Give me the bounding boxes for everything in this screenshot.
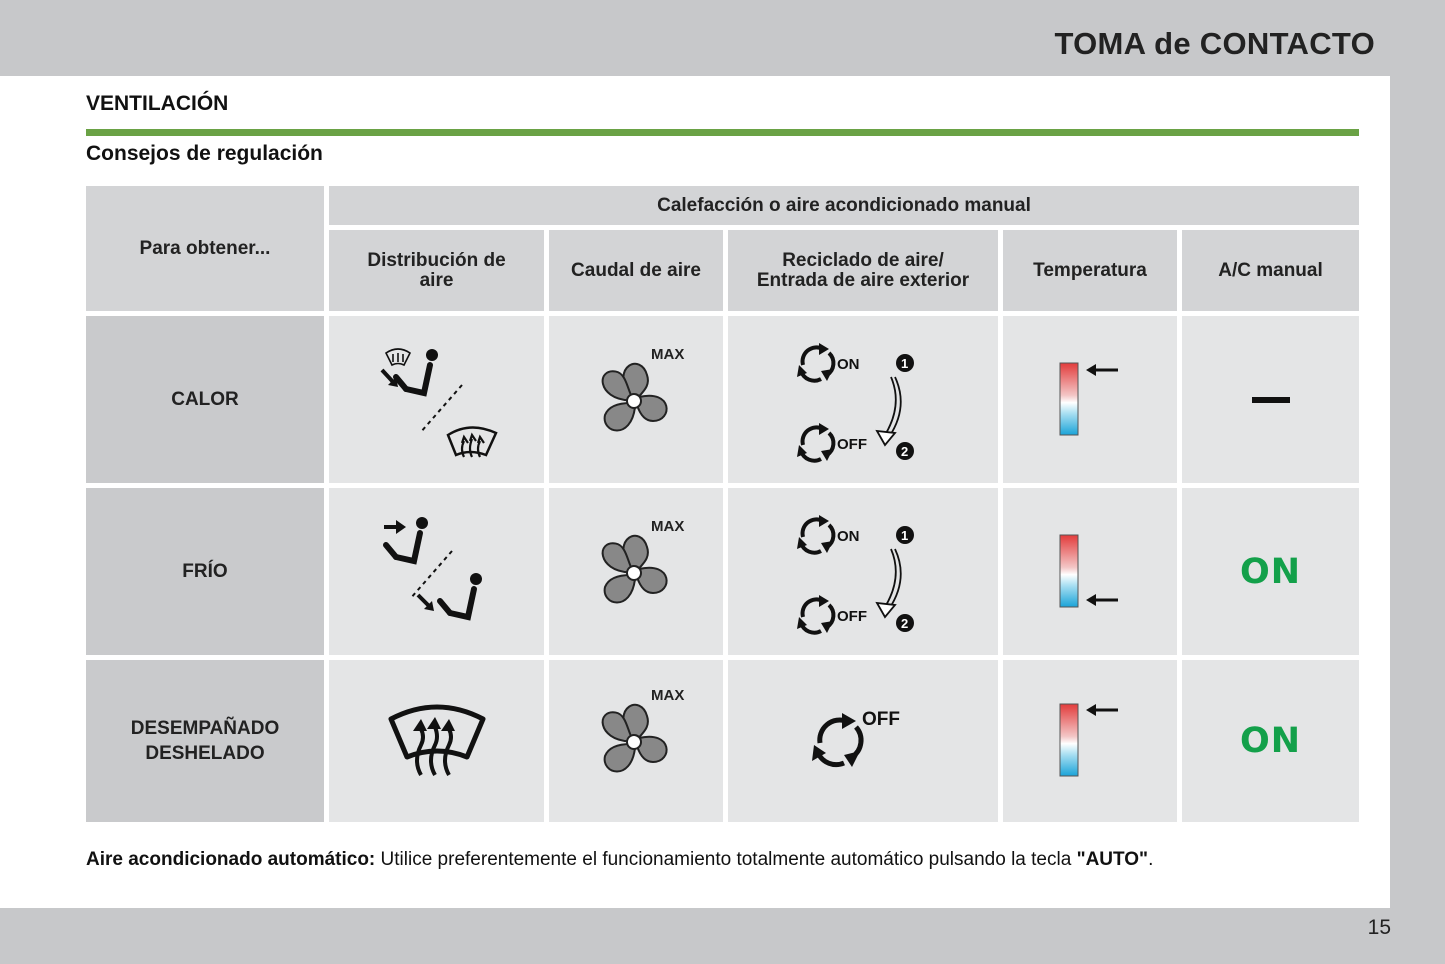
section-title: VENTILACIÓN: [86, 92, 229, 115]
column-header-recirculation: Reciclado de aire/ Entrada de aire exterior: [756, 249, 970, 291]
row-header-label: Para obtener...: [139, 237, 271, 259]
ac-cell: [1182, 660, 1359, 822]
airflow-cell: [549, 660, 723, 822]
recirculation-cell: [728, 316, 998, 483]
ac-cell: [1182, 488, 1359, 655]
fan-icon: [581, 517, 691, 627]
recirc-off-label: OFF: [862, 709, 900, 730]
temperature-cold-icon: [1050, 527, 1130, 617]
recirc-on-label: ON: [837, 355, 860, 373]
recirculation-cell: [728, 660, 998, 822]
recirculation-on-off-icon: [793, 335, 933, 465]
group-header-cell: [329, 186, 1359, 225]
recirc-off-label: OFF: [837, 607, 867, 625]
column-header-temperature: Temperatura: [1033, 259, 1147, 281]
column-header: [1182, 230, 1359, 311]
footer-note-key: "AUTO": [1076, 849, 1149, 870]
distribution-cell: [329, 488, 544, 655]
ac-not-applicable-dash: [1252, 397, 1290, 403]
row-label-cell: [86, 660, 324, 822]
footer-note-title: Aire acondicionado automático:: [86, 849, 376, 870]
step-1-label: 1: [901, 527, 909, 543]
recirc-on-label: ON: [837, 527, 860, 545]
footer-note: [86, 850, 1359, 870]
column-header: [549, 230, 723, 311]
step-1-label: 1: [901, 355, 909, 371]
face-feet-distribution-icon: [362, 507, 512, 637]
airflow-cell: [549, 316, 723, 483]
column-header: [1003, 230, 1177, 311]
column-header-distribution: Distribución de aire: [367, 249, 506, 291]
recirculation-on-off-icon: [793, 507, 933, 637]
subtitle: Consejos de regulación: [86, 142, 323, 165]
temperature-cell: [1003, 316, 1177, 483]
column-header-airflow: Caudal de aire: [571, 259, 701, 281]
step-2-label: 2: [901, 443, 909, 459]
temperature-hot-icon: [1050, 355, 1130, 445]
windscreen-demist-icon: [387, 701, 487, 781]
fan-icon: [581, 686, 691, 796]
distribution-cell: [329, 660, 544, 822]
temperature-cell: [1003, 488, 1177, 655]
recirc-off-label: OFF: [837, 435, 867, 453]
ac-on-label: ON: [1239, 721, 1302, 761]
ac-on-label: ON: [1239, 551, 1302, 592]
row-label-calor: CALOR: [171, 388, 239, 410]
row-label-deshelado: DESHELADO: [145, 743, 265, 764]
fan-max-label: MAX: [651, 517, 685, 535]
airflow-cell: [549, 488, 723, 655]
temperature-cell: [1003, 660, 1177, 822]
column-header: [329, 230, 544, 311]
fan-max-label: MAX: [651, 345, 685, 363]
row-label-cell: [86, 488, 324, 655]
feet-windscreen-distribution-icon: [362, 335, 512, 465]
row-header-cell: [86, 186, 324, 311]
fan-max-label: MAX: [651, 687, 685, 704]
ac-cell: [1182, 316, 1359, 483]
recirculation-cell: [728, 488, 998, 655]
chapter-title: TOMA de CONTACTO: [1054, 26, 1375, 61]
page-number: 15: [1367, 916, 1391, 939]
group-header-label: Calefacción o aire acondicionado manual: [657, 194, 1031, 216]
footer-note-end: .: [1148, 849, 1154, 870]
step-2-label: 2: [901, 615, 909, 631]
row-label-cell: [86, 316, 324, 483]
column-header: [728, 230, 998, 311]
distribution-cell: [329, 316, 544, 483]
temperature-hot-icon: [1050, 696, 1130, 786]
column-header-ac: A/C manual: [1218, 259, 1323, 281]
section-divider: [86, 129, 1359, 136]
recirculation-off-icon: [808, 701, 918, 781]
footer-note-text: Utilice preferentemente el funcionamiento totalmente automático pulsando la tecla: [375, 849, 1077, 870]
fan-icon: [581, 345, 691, 455]
row-label-frio: FRÍO: [182, 560, 228, 582]
row-label-desempanado: DESEMPAÑADO: [130, 718, 280, 739]
